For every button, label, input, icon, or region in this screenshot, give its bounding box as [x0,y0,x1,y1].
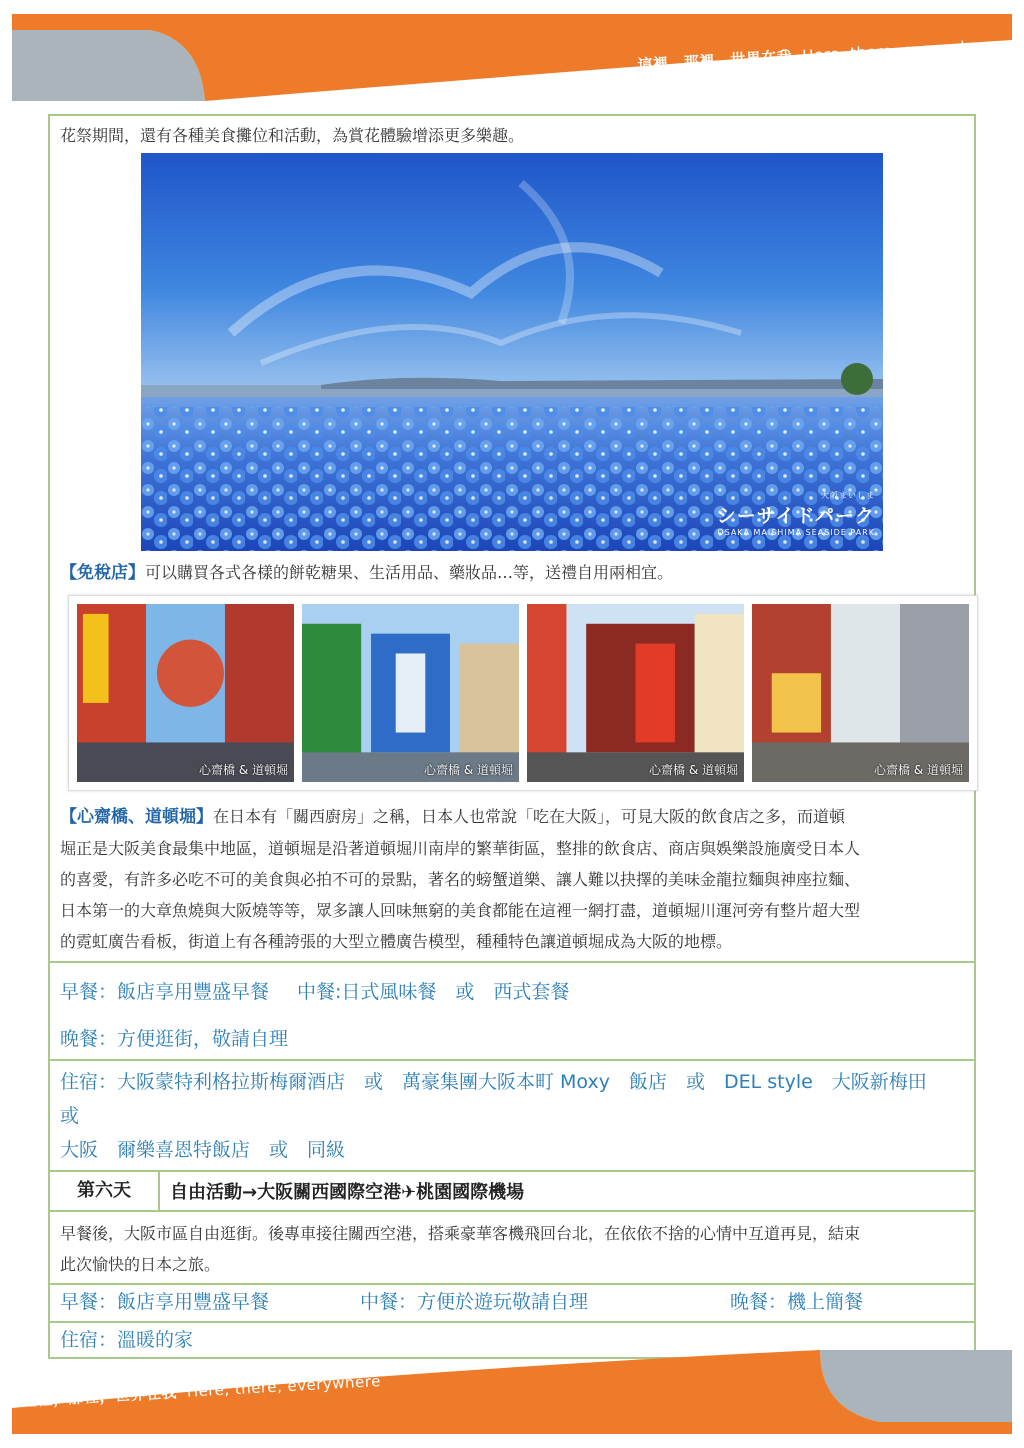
footer-slogan-zh: 這裡，那裡，世界在我 [21,1383,178,1410]
day5-hotel-line-2: 大阪 爾樂喜恩特飯店 或 同級 [60,1139,346,1161]
header-slogan-zh: 這裡，那裡，世界在我 [636,47,793,75]
dotonbori-thumb-2 [302,604,519,782]
itinerary-content [48,114,976,1359]
day6-meals-line [50,1287,974,1318]
footer-slogan-en: Here, there, everywhere [186,1371,382,1401]
park-logo-en: OSAKA MAISHIMA SEASIDE PARK [717,528,875,537]
dotonbori-photo-strip [68,595,978,791]
thumb-caption: 心齋橋 & 道頓堀 [424,763,513,777]
day5-meals-block [48,961,976,1059]
day5-hotel-block [48,1059,976,1170]
duty-free-paragraph [50,557,974,589]
thumb-caption: 心齋橋 & 道頓堀 [649,763,738,777]
dotonbori-thumb-4 [752,604,969,782]
thumb-caption: 心齋橋 & 道頓堀 [874,763,963,777]
day6-desc-line-2: 此次愉快的日本之旅。 [60,1255,221,1274]
shinsaibashi-line-1: 在日本有「關西廚房」之稱，日本人也常說「吃在大阪」，可見大阪的飲食店之多，而道頓 [213,807,846,826]
day6-dinner: 晚餐：機上簡餐 [730,1291,864,1313]
glico-sign-image [302,604,519,782]
shinsaibashi-line-2: 堀正是大阪美食最集中地區，道頓堀是沿著道頓堀川南岸的繁華街區，整排的飲食店、商店與娛樂設施廣受日本人 [60,839,861,858]
day5-lunch: 中餐:日式風味餐 或 西式套餐 [297,981,570,1003]
shinsaibashi-paragraph [50,801,974,957]
park-logo-jp: シーサイドパーク [716,505,875,527]
day6-header [48,1170,976,1210]
day6-description-block [48,1210,976,1283]
day5-hotel-line-1: 住宿：大阪蒙特利格拉斯梅爾酒店 或 萬豪集團大阪本町 Moxy 飯店 或 DEL style 大阪新梅田 或 [60,1071,946,1127]
day6-hotel: 住宿：溫暖的家 [60,1329,194,1351]
day6-label: 第六天 [50,1172,160,1210]
dotonbori-thumb-3 [527,604,744,782]
shinsaibashi-line-5: 的霓虹廣告看板，街道上有各種誇張的大型立體廣告模型，種種特色讓道頓堀成為大阪的地標。 [60,932,733,951]
thumb-caption: 心齋橋 & 道頓堀 [199,763,288,777]
day6-lunch: 中餐：方便於遊玩敬請自理 [360,1291,589,1313]
park-logo-small: 大阪まいしま [821,491,875,500]
shinsaibashi-heading: 【心齋橋、道頓堀】 [60,807,213,827]
day5-meals-line [50,977,974,1008]
duty-free-text: 可以購買各式各樣的餅乾糖果、生活用品、藥妝品…等，送禮自用兩相宜。 [145,563,674,582]
duty-free-heading: 【免稅店】 [60,563,145,583]
attractions-block [48,114,976,961]
seaside-park-logo [717,490,875,537]
day6-title: 自由活動→大阪關西國際空港✈桃園國際機場 [170,1182,525,1203]
day5-breakfast: 早餐：飯店享用豐盛早餐 [60,981,270,1003]
dotonbori-thumb-1 [77,604,294,782]
shinsaibashi-line-4: 日本第一的大章魚燒與大阪燒等等，眾多讓人回味無窮的美食都能在這裡一網打盡，道頓堀川運河旁有整片超大型 [60,901,861,920]
seaside-park-photo [141,153,883,551]
shopping-arcade-image [752,604,969,782]
ramen-sign-image [527,604,744,782]
intro-text: 花祭期間，還有各種美食攤位和活動，為賞花體驗增添更多樂趣。 [60,126,525,145]
day5-dinner: 晚餐：方便逛街，敬請自理 [60,1028,289,1050]
day6-breakfast: 早餐：飯店享用豐盛早餐 [60,1291,270,1313]
dotonbori-street-image [77,604,294,782]
day6-meals-block [48,1283,976,1321]
header-slogan-en: Here, there, everywhere [801,36,997,65]
day6-desc-line-1: 早餐後，大阪市區自由逛街。後專車接往關西空港，搭乘豪華客機飛回台北，在依依不捨的心情中互道再見，結束 [60,1224,861,1243]
shinsaibashi-line-3: 的喜愛，有許多必吃不可的美食與必拍不可的景點，著名的螃蟹道樂、讓人難以抉擇的美味金龍拉麵與神座拉麵、 [60,870,861,889]
